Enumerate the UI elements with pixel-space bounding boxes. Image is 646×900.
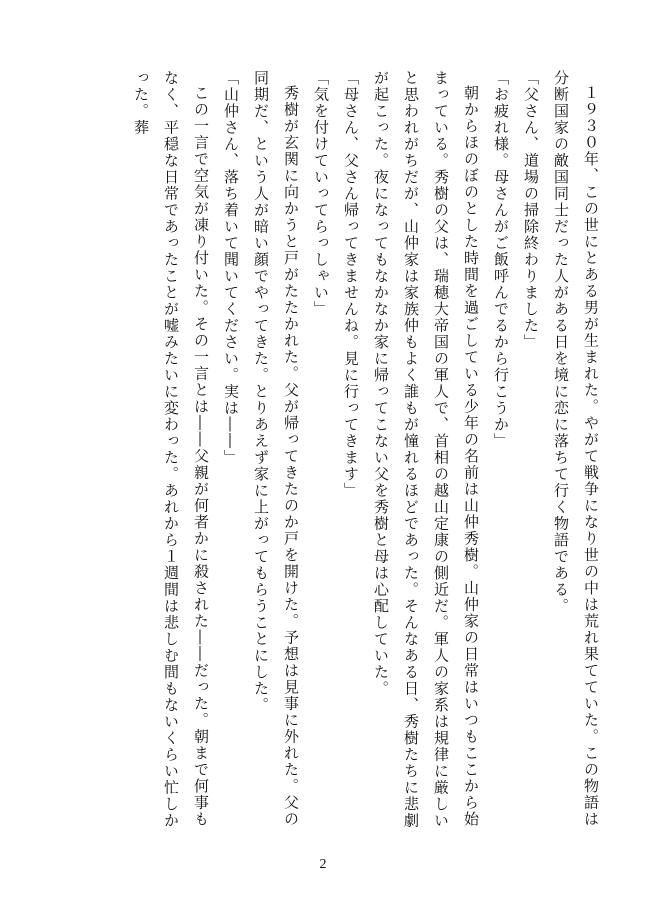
- page-number: 2: [319, 857, 327, 872]
- dialogue-line: 「山仲さん、落ち着いて聞いてください。実は――」: [222, 70, 240, 466]
- paragraph-morning: 朝からほのぼのとした時間を過ごしている少年の名前は山仲秀樹。山仲家の日常はいつもここから始まっている。秀樹の父は、瑞穂大帝国の軍人で、首相の越山定康の側近だ。軍人の家系は規律に厳しいと思われがちだが、山仲家は家族仲もよく誰もが憧れるほどであった。そんなある日、秀樹たちに悲劇が起こった。夜になってもなかなか家に帰ってこない父を秀樹と母は心配していた。: [372, 70, 480, 829]
- dialogue-line: 「気を付けていってらっしゃい」: [312, 70, 330, 318]
- vertical-text-body: [26, 70, 606, 840]
- dialogue-line: 「お疲れ様。母さんがご飯呼んでるから行こうか」: [492, 70, 510, 450]
- paragraph-visitor: 秀樹が玄関に向かうと戸がたたかれた。父が帰ってきたのか戸を開けた。予想は見事に外れた。父の同期だ、という人が暗い顔でやってきた。とりあえず家に上がってもらうことにした。: [252, 70, 300, 828]
- paragraph-news: この一言で空気が凍り付いた。その一言とは――父親が何者かに殺された――だった。朝まで何事もなく、平穏な日常であったことが嘘みたいに変わった。あれから１週間は悲しむ間もないくらい忙しかった。葬: [132, 70, 210, 829]
- paragraph-opening: １９３０年、この世にとある男が生まれた。やがて戦争になり世の中は荒れ果てていた。この物語は分断国家の敵国同士だった人がある日を境に恋に落ちて行く物語である。: [552, 70, 600, 828]
- dialogue-line: 「父さん、道場の掃除終わりました」: [522, 70, 540, 351]
- dialogue-line: 「母さん、父さん帰ってきませんね。見に行ってきます」: [342, 70, 360, 499]
